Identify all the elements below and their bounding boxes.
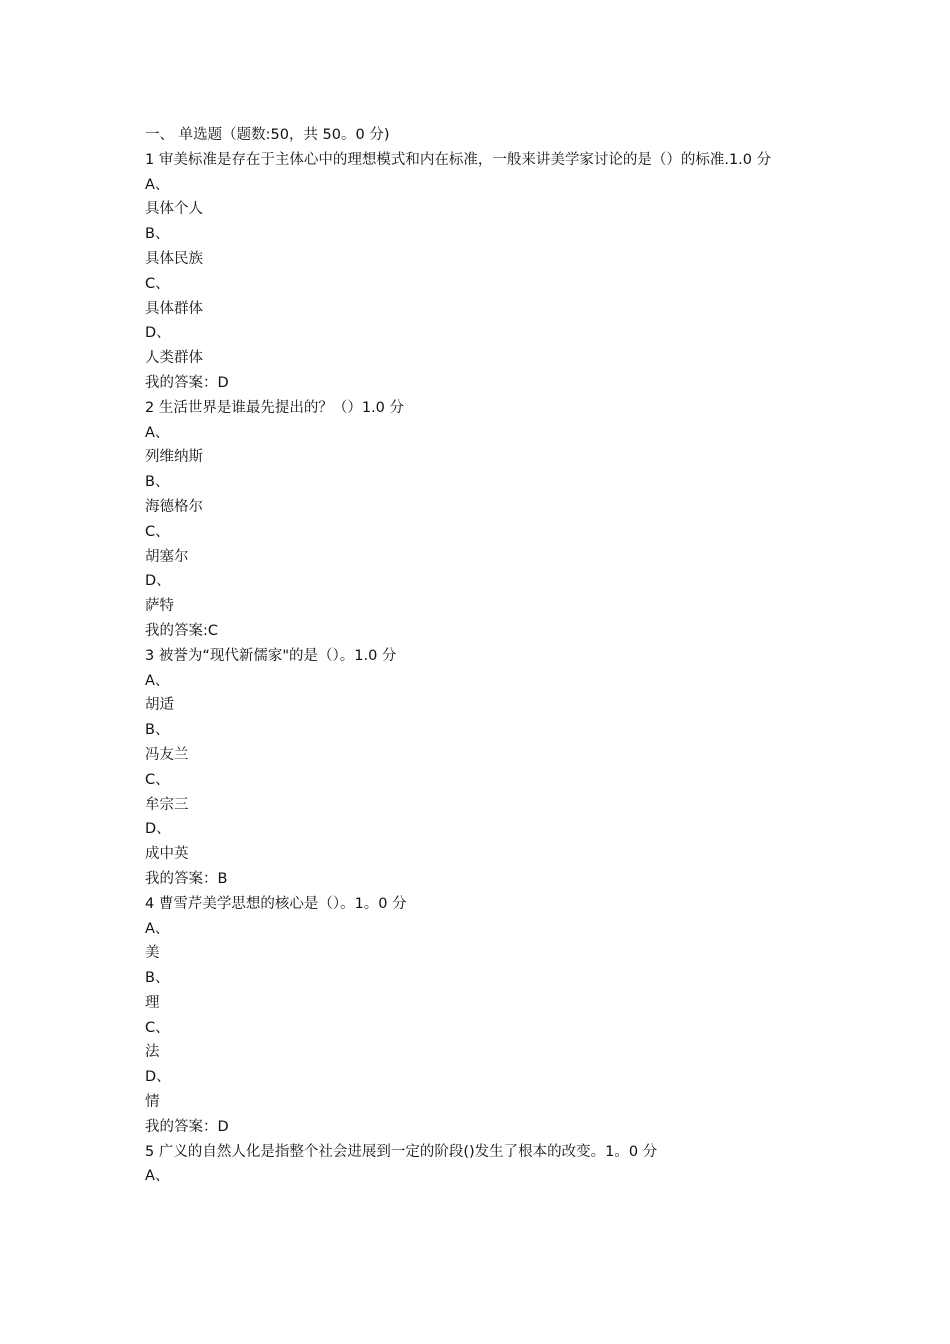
option-letter: B、 — [145, 722, 170, 739]
option-text: 萨特 — [145, 598, 174, 615]
option-letter: A、 — [145, 176, 170, 193]
question-stem: 4 曹雪芹美学思想的核心是（）。1。0 分 — [145, 895, 407, 912]
option-letter: D、 — [145, 325, 171, 342]
question-1 — [145, 148, 825, 396]
option-text: 胡适 — [145, 697, 174, 714]
option-letter: D、 — [145, 573, 171, 590]
option-text: 具体个人 — [145, 201, 203, 218]
option-letter: D、 — [145, 1069, 171, 1086]
option-letter: A、 — [145, 672, 170, 689]
option-text: 冯友兰 — [145, 746, 189, 763]
question-3 — [145, 644, 825, 892]
my-answer: 我的答案:C — [145, 622, 219, 639]
option-letter: A、 — [145, 920, 170, 937]
option-letter: A、 — [145, 1168, 170, 1185]
option-text: 具体民族 — [145, 250, 203, 267]
option-letter: B、 — [145, 226, 170, 243]
section-title: 一、 单选题（题数:50，共 50。0 分) — [145, 127, 390, 143]
option-text: 美 — [145, 945, 160, 962]
option-letter: C、 — [145, 523, 170, 540]
option-letter: B、 — [145, 970, 170, 987]
option-text: 人类群体 — [145, 350, 203, 367]
option-text: 胡塞尔 — [145, 548, 189, 565]
option-letter: C、 — [145, 771, 170, 788]
option-text: 海德格尔 — [145, 498, 203, 515]
option-letter: C、 — [145, 1019, 170, 1036]
option-text: 法 — [145, 1044, 160, 1061]
option-text: 具体群体 — [145, 300, 203, 317]
document-body — [145, 123, 825, 1189]
option-text: 成中英 — [145, 846, 189, 863]
my-answer: 我的答案：D — [145, 1118, 229, 1135]
my-answer: 我的答案：D — [145, 374, 229, 391]
question-4 — [145, 892, 825, 1140]
option-letter: D、 — [145, 821, 171, 838]
option-text: 理 — [145, 994, 160, 1011]
option-text: 牟宗三 — [145, 796, 189, 813]
question-stem: 5 广义的自然人化是指整个社会进展到一定的阶段()发生了根本的改变。1。0 分 — [145, 1143, 658, 1160]
option-text: 列维纳斯 — [145, 449, 203, 466]
my-answer: 我的答案：B — [145, 870, 228, 887]
option-letter: C、 — [145, 275, 170, 292]
question-stem: 1 审美标准是存在于主体心中的理想模式和内在标准，一般来讲美学家讨论的是（）的标准.1.0 分 — [145, 151, 772, 168]
question-2 — [145, 396, 825, 644]
option-letter: B、 — [145, 474, 170, 491]
question-5 — [145, 1140, 825, 1190]
question-stem: 2 生活世界是谁最先提出的？（）1.0 分 — [145, 399, 405, 416]
question-stem: 3 被誉为“现代新儒家"的是（）。1.0 分 — [145, 647, 397, 664]
option-text: 情 — [145, 1094, 160, 1111]
option-letter: A、 — [145, 424, 170, 441]
